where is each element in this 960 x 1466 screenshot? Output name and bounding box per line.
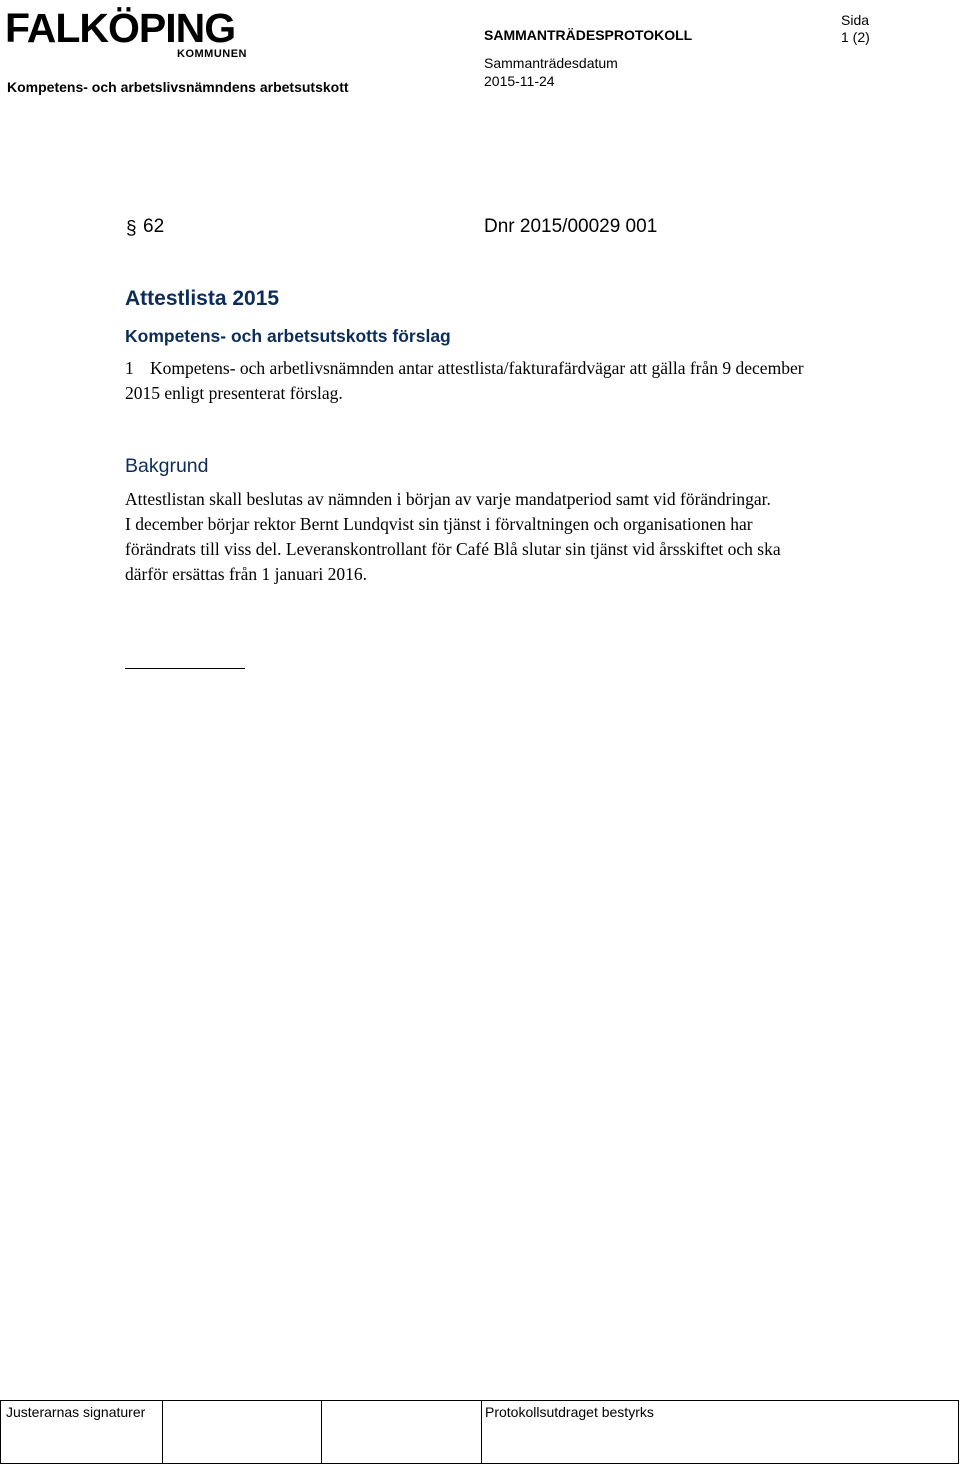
background-heading: Bakgrund — [125, 455, 209, 477]
item-title: Attestlista 2015 — [125, 287, 280, 310]
document-type: SAMMANTRÄDESPROTOKOLL — [484, 27, 693, 43]
signatures-label: Justerarnas signaturer — [6, 1404, 146, 1420]
municipality-logo — [5, 5, 251, 60]
background-text — [125, 487, 815, 587]
item-number: 62 — [143, 216, 165, 237]
signature-cell — [321, 1401, 322, 1463]
page-label: Sida — [841, 12, 870, 28]
logo-subtext: KOMMUNEN — [177, 48, 247, 60]
proposal-number: 1 — [125, 358, 134, 378]
background-paragraph: Attestlistan skall beslutas av nämnden i början av varje mandatperiod samt vid förändringar. — [125, 489, 771, 509]
section-sign-icon: § — [126, 218, 137, 239]
meeting-date-value: 2015-11-24 — [484, 73, 555, 89]
proposal-text — [125, 356, 825, 406]
proposal-heading: Kompetens- och arbetsutskotts förslag — [125, 326, 451, 346]
diary-number: Dnr 2015/00029 001 — [484, 216, 658, 237]
end-divider — [125, 668, 245, 669]
page-number: 1 (2) — [841, 29, 870, 45]
meeting-date-label: Sammanträdesdatum — [484, 55, 618, 71]
certified-label: Protokollsutdraget bestyrks — [485, 1404, 654, 1420]
signature-cell — [162, 1401, 163, 1463]
background-paragraph: I december börjar rektor Bernt Lundqvist sin tjänst i förvaltningen och organisationen har förändrats till viss del. Leveranskontrollant för Café Blå slutar sin tjänst vid årsskiftet och ska därför ersättas från 1 januari 2016. — [125, 514, 781, 584]
certification-cell — [481, 1401, 482, 1463]
signature-footer-table — [0, 1400, 959, 1464]
committee-name: Kompetens- och arbetslivsnämndens arbetsutskott — [7, 79, 349, 95]
proposal-body: Kompetens- och arbetlivsnämnden antar attestlista/fakturafärdvägar att gälla från 9 december 2015 enligt presenterat förslag. — [125, 358, 804, 403]
logo-wordmark: FALKÖPING — [5, 5, 236, 51]
